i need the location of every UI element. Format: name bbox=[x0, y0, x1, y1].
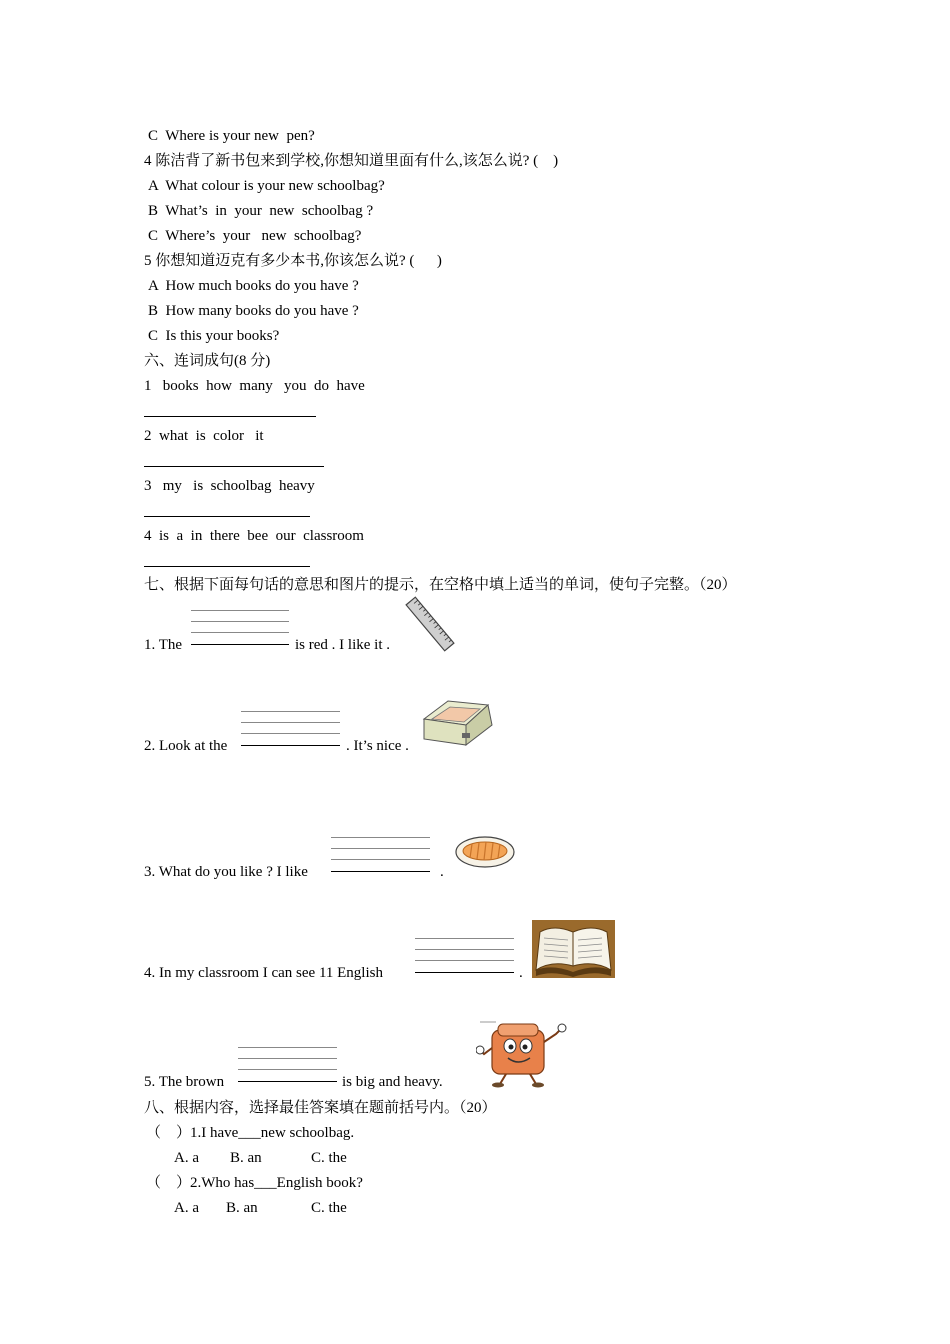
q5-option-a: A How much books do you have ? bbox=[148, 278, 359, 294]
q5-option-c: C Is this your books? bbox=[148, 328, 280, 344]
answer-paren[interactable]: （ ） bbox=[146, 1125, 192, 1141]
answer-line[interactable] bbox=[144, 516, 310, 517]
book-icon bbox=[532, 920, 615, 978]
q4-option-c: C Where’s your new schoolbag? bbox=[148, 228, 362, 244]
section6-q2: 2 what is color it bbox=[144, 428, 264, 444]
section6-q1: 1 books how many you do have bbox=[144, 378, 365, 394]
section6-title: 六、连词成句(8 分) bbox=[144, 353, 271, 369]
section7-q2-prefix: 2. Look at the bbox=[144, 738, 228, 754]
pencil-box-icon bbox=[420, 697, 496, 749]
section8-q1-option-c: C. the bbox=[311, 1150, 347, 1166]
schoolbag-icon bbox=[476, 1018, 568, 1088]
q5-option-b: B How many books do you have ? bbox=[148, 303, 359, 319]
section7-q4-suffix: . bbox=[519, 965, 523, 981]
section6-q4: 4 is a in there bee our classroom bbox=[144, 528, 364, 544]
section7-title: 七、根据下面每句话的意思和图片的提示，在空格中填上适当的单词，使句子完整。（20） bbox=[144, 577, 737, 593]
section8-q1-option-b: B. an bbox=[230, 1150, 262, 1166]
section8-q2-option-a: A. a bbox=[174, 1200, 199, 1216]
ruler-icon bbox=[404, 596, 456, 652]
answer-paren[interactable]: （ ） bbox=[146, 1175, 192, 1191]
section7-q5-suffix: is big and heavy. bbox=[342, 1074, 443, 1090]
answer-line[interactable] bbox=[144, 566, 310, 567]
section6-q3: 3 my is schoolbag heavy bbox=[144, 478, 315, 494]
q4-option-a: A What colour is your new schoolbag? bbox=[148, 178, 385, 194]
section7-q1-suffix: is red . I like it . bbox=[295, 637, 390, 653]
section7-q3-prefix: 3. What do you like ? I like bbox=[144, 864, 308, 880]
section7-q5-prefix: 5. The brown bbox=[144, 1074, 225, 1090]
section8-title: 八、根据内容，选择最佳答案填在题前括号内。（20） bbox=[144, 1100, 497, 1116]
answer-line[interactable] bbox=[144, 416, 316, 417]
section7-q2-suffix: . It’s nice . bbox=[346, 738, 409, 754]
bread-icon bbox=[454, 832, 516, 870]
section8-q2: 2.Who has___English book? bbox=[190, 1175, 363, 1191]
section8-q1-option-a: A. a bbox=[174, 1150, 199, 1166]
section7-q3-suffix: . bbox=[440, 864, 444, 880]
q4-option-b: B What’s in your new schoolbag ? bbox=[148, 203, 374, 219]
q4-question: 4 陈洁背了新书包来到学校,你想知道里面有什么,该怎么说? ( ) bbox=[144, 153, 559, 169]
answer-line[interactable] bbox=[144, 466, 324, 467]
section7-q4-prefix: 4. In my classroom I can see 11 English bbox=[144, 965, 383, 981]
q5-question: 5 你想知道迈克有多少本书,你该怎么说? ( ) bbox=[144, 253, 442, 269]
section8-q1: 1.I have___new schoolbag. bbox=[190, 1125, 355, 1141]
section8-q2-option-c: C. the bbox=[311, 1200, 347, 1216]
q3-option-c: C Where is your new pen? bbox=[148, 128, 315, 144]
section7-q1-prefix: 1. The bbox=[144, 637, 183, 653]
section8-q2-option-b: B. an bbox=[226, 1200, 258, 1216]
